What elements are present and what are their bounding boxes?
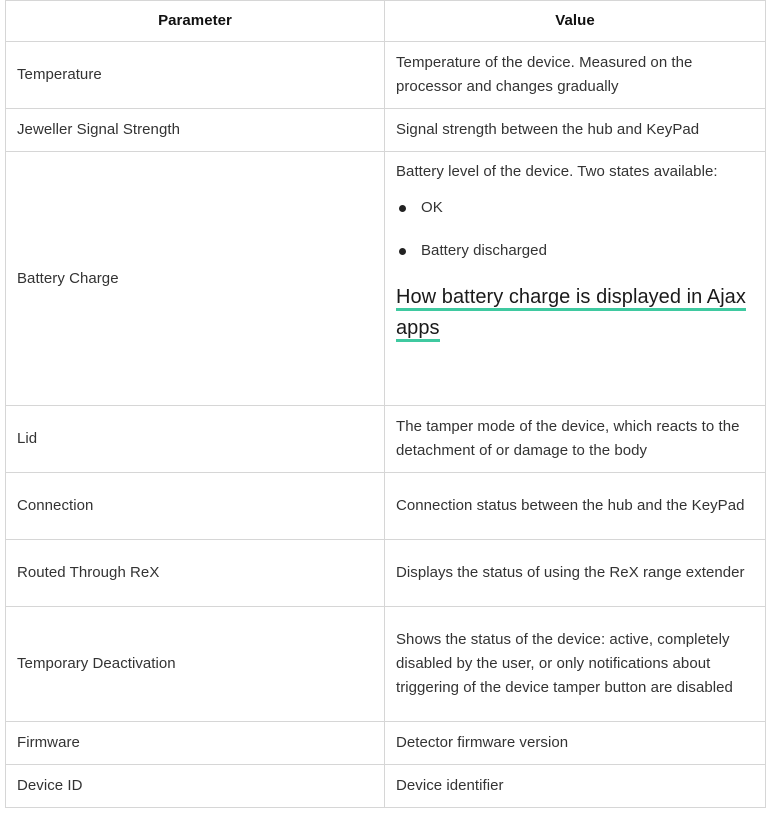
parameter-cell: Firmware — [6, 722, 385, 765]
value-cell: Displays the status of using the ReX range extender — [385, 540, 766, 607]
value-cell: Temperature of the device. Measured on the processor and changes gradually — [385, 42, 766, 109]
value-cell: Signal strength between the hub and KeyPad — [385, 109, 766, 152]
parameter-cell: Temperature — [6, 42, 385, 109]
value-cell: Device identifier — [385, 765, 766, 808]
table-row — [6, 540, 766, 607]
table-header-row — [6, 1, 766, 42]
state-label: Battery discharged — [421, 242, 547, 259]
table-row — [6, 722, 766, 765]
header-parameter: Parameter — [6, 1, 385, 42]
table-row — [6, 42, 766, 109]
value-cell: The tamper mode of the device, which reacts to the detachment of or damage to the body — [385, 406, 766, 473]
bullet-icon — [399, 205, 406, 212]
table-row — [6, 473, 766, 540]
parameter-cell: Temporary Deactivation — [6, 607, 385, 722]
parameter-cell: Connection — [6, 473, 385, 540]
table-row — [6, 607, 766, 722]
parameter-cell: Jeweller Signal Strength — [6, 109, 385, 152]
list-item — [421, 196, 754, 220]
parameter-cell: Battery Charge — [6, 152, 385, 406]
parameter-cell: Lid — [6, 406, 385, 473]
battery-display-link[interactable]: How battery charge is displayed in Ajax apps — [396, 286, 746, 342]
battery-states-list — [396, 196, 754, 263]
table-row — [6, 406, 766, 473]
header-value: Value — [385, 1, 766, 42]
value-cell: Connection status between the hub and the KeyPad — [385, 473, 766, 540]
table-row — [6, 109, 766, 152]
parameter-cell: Routed Through ReX — [6, 540, 385, 607]
value-cell — [385, 152, 766, 406]
battery-link-wrap — [396, 282, 754, 344]
parameters-table — [5, 0, 766, 808]
state-label: OK — [421, 199, 443, 216]
value-cell: Shows the status of the device: active, completely disabled by the user, or only notifications about triggering of the device tamper button are disabled — [385, 607, 766, 722]
battery-description: Battery level of the device. Two states available: — [396, 163, 718, 180]
parameter-cell: Device ID — [6, 765, 385, 808]
table-row — [6, 152, 766, 406]
table-row — [6, 765, 766, 808]
bullet-icon — [399, 248, 406, 255]
value-cell: Detector firmware version — [385, 722, 766, 765]
list-item — [421, 239, 754, 263]
